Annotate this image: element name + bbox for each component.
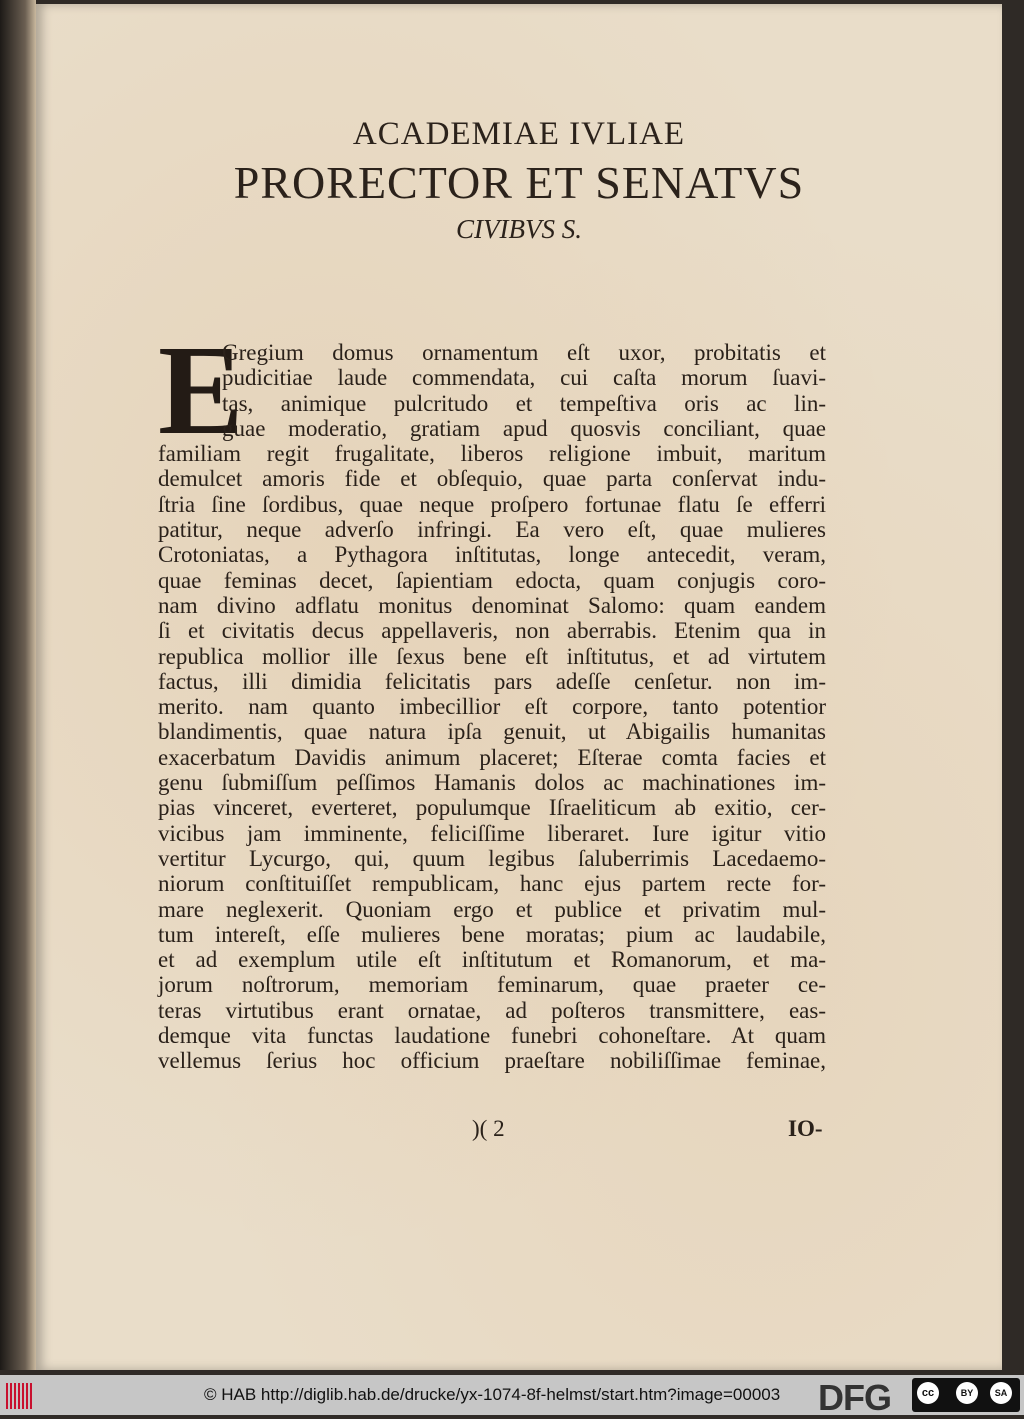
cc-license-badge <box>912 1378 1020 1412</box>
text-line: tas, animique pulcritudo et tempeſtiva oris ac lin- <box>222 390 826 416</box>
text-line: teras virtutibus erant ornatae, ad poſteros transmittere, eas- <box>158 997 826 1023</box>
text-line: nam divino adflatu monitus denominat Salomo: quam eandem <box>158 592 826 618</box>
text-line: guae moderatio, gratiam apud quosvis conciliant, quae <box>222 415 826 441</box>
text-line: ſtria ſine ſordibus, quae neque proſpero fortunae flatu ſe efferri <box>158 491 826 517</box>
sa-icon: SA <box>990 1382 1012 1404</box>
text-line: Gregium domus ornamentum eſt uxor, probitatis et <box>222 340 826 365</box>
heading-prorector: PRORECTOR ET SENATVS <box>233 157 805 208</box>
catchword: IO- <box>788 1116 823 1141</box>
text-line: familiam regit frugalitate, liberos religione imbuit, maritum <box>158 441 826 467</box>
signature-mark: )( 2 <box>472 1116 505 1141</box>
hab-logo-icon <box>6 1383 32 1409</box>
footer-bar <box>0 1375 1024 1418</box>
text-line: merito. nam quanto imbecillior eſt corpore, tanto potentior <box>158 694 826 720</box>
text-line: factus, illi dimidia felicitatis pars adeſſe cenſetur. non im- <box>158 668 826 694</box>
text-line: niorum conſtituiſſet rempublicam, hanc ejus partem recte for- <box>158 871 826 897</box>
text-line: exacerbatum Davidis animum placeret; Eſterae comta facies et <box>158 744 826 770</box>
text-line: vertitur Lycurgo, qui, quum legibus ſaluberrimis Lacedaemo- <box>158 845 826 871</box>
text-line: demulcet amoris fide et obſequio, quae parta conſervat indu- <box>158 466 826 492</box>
drop-cap: E <box>158 319 244 461</box>
text-line: pudicitiae laude commendata, cui caſta morum ſuavi- <box>222 365 826 391</box>
dfg-logo: DFG <box>818 1377 891 1418</box>
text-line: quae feminas decet, ſapientiam edocta, quam conjugis coro- <box>158 567 826 593</box>
source-credit: © HAB http://diglib.hab.de/drucke/yx-1074-8f-helmst/start.htm?image=00003 <box>204 1385 781 1404</box>
text-line: vellemus ſerius hoc officium praeſtare nobiliſſimae feminae, <box>158 1048 826 1074</box>
text-line: patitur, neque adverſo infringi. Ea vero eſt, quae mulieres <box>158 517 826 543</box>
text-line: et ad exemplum utile eſt inſtitutum et Romanorum, et ma- <box>158 947 826 973</box>
heading-civibus: CIVIBVS S. <box>456 214 582 244</box>
text-line: vicibus jam imminente, feliciſſime liberaret. Iure igitur vitio <box>158 820 826 846</box>
text-line: genu ſubmiſſum peſſimos Hamanis dolos ac machinationes im- <box>158 770 826 796</box>
text-line: demque vita functas laudatione funebri cohoneſtare. At quam <box>158 1023 826 1049</box>
text-line: ſi et civitatis decus appellaveris, non aberrabis. Etenim qua in <box>158 618 826 644</box>
text-line: jorum noſtrorum, memoriam feminarum, quae praeter ce- <box>158 972 826 998</box>
heading-academiae: ACADEMIAE IVLIAE <box>352 116 686 152</box>
text-line: pias vinceret, everteret, populumque Iſraeliticum ab exitio, cer- <box>158 795 826 821</box>
text-line: blandimentis, quae natura ipſa genuit, ut Abigailis humanitas <box>158 719 826 745</box>
text-line: Crotoniatas, a Pythagora inſtitutas, longe antecedit, veram, <box>158 542 826 568</box>
cc-icon: cc <box>917 1382 939 1404</box>
text-line: republica mollior ille ſexus bene eſt inſtitutus, et ad virtutem <box>158 643 826 669</box>
text-line: tum intereſt, eſſe mulieres bene moratas; pium ac laudabile, <box>158 921 826 947</box>
by-icon: BY <box>956 1382 978 1404</box>
body-text <box>158 340 826 1074</box>
text-line: mare neglexerit. Quoniam ergo et publice et privatim mul- <box>158 896 826 922</box>
scanned-page <box>36 4 1002 1370</box>
book-spine-edge <box>0 0 36 1370</box>
